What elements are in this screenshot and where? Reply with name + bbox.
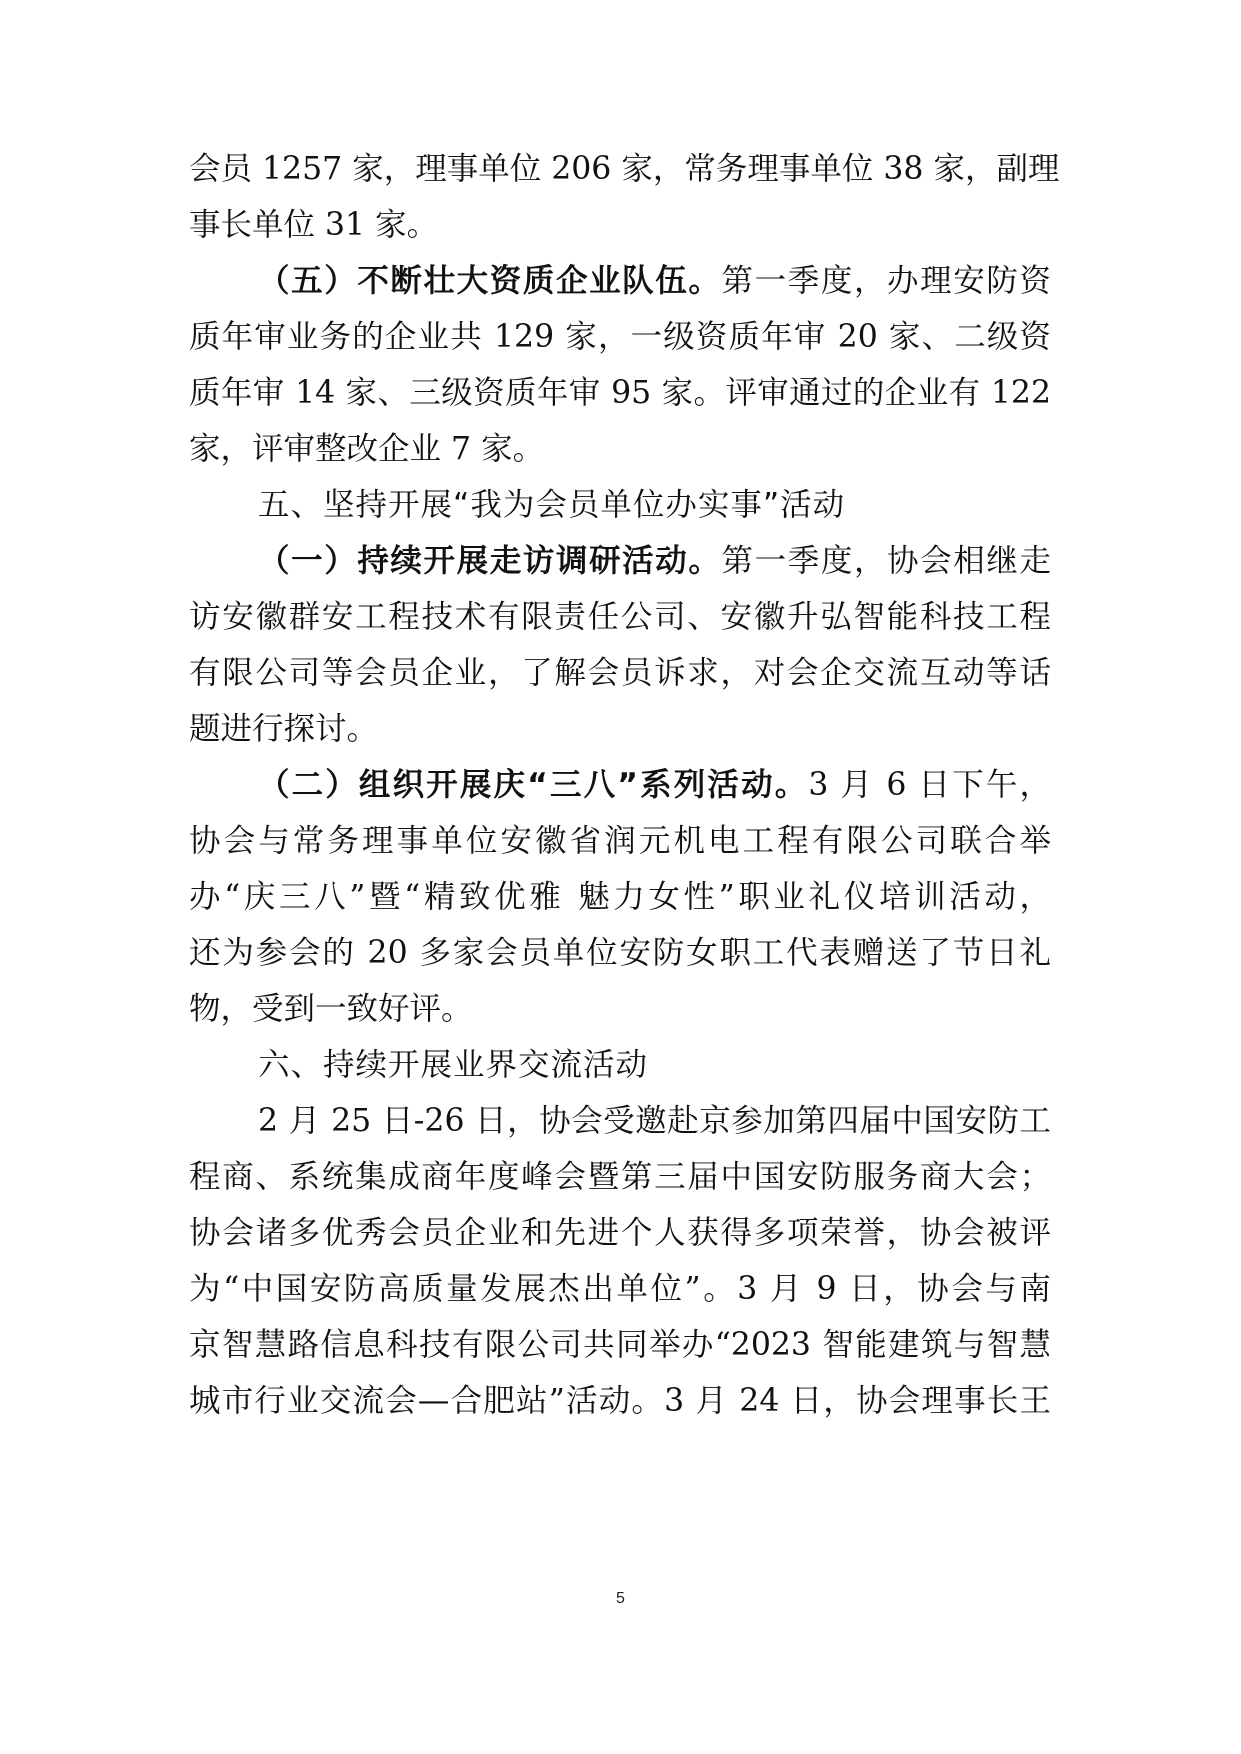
- section-heading: 六、持续开展业界交流活动: [258, 1047, 649, 1083]
- section-heading: 五、坚持开展“我为会员单位办实事”活动: [258, 487, 846, 523]
- paragraph-line: 2 月 25 日-26 日，协会受邀赴京参加第四届中国安防工: [258, 1103, 1051, 1139]
- paragraph-line: 城市行业交流会—合肥站”活动。3 月 24 日，协会理事长王: [189, 1383, 1051, 1419]
- paragraph-line: 京智慧路信息科技有限公司共同举办“2023 智能建筑与智慧: [189, 1327, 1051, 1363]
- paragraph-line: 访安徽群安工程技术有限责任公司、安徽升弘智能科技工程: [189, 599, 1051, 635]
- paragraph-line: （一）持续开展走访调研活动。第一季度，协会相继走: [258, 543, 1051, 579]
- paragraph-line: 为“中国安防高质量发展杰出单位”。3 月 9 日，协会与南: [189, 1271, 1051, 1307]
- page-number: 5: [616, 1590, 625, 1607]
- paragraph-line: 质年审 14 家、三级资质年审 95 家。评审通过的企业有 122: [189, 375, 1051, 411]
- paragraph-line: （二）组织开展庆“三八”系列活动。3 月 6 日下午，: [258, 767, 1051, 803]
- paragraph-line: 会员 1257 家，理事单位 206 家，常务理事单位 38 家，副理: [189, 151, 1060, 187]
- paragraph-line: 物，受到一致好评。: [189, 991, 473, 1027]
- paragraph-line: （五）不断壮大资质企业队伍。第一季度，办理安防资: [258, 263, 1051, 299]
- paragraph-line: 题进行探讨。: [189, 711, 379, 747]
- paragraph-line: 协会与常务理事单位安徽省润元机电工程有限公司联合举: [189, 823, 1051, 859]
- bold-lead: （五）不断壮大资质企业队伍。: [258, 263, 722, 299]
- bold-lead: （二）组织开展庆“三八”系列活动。: [258, 767, 809, 803]
- paragraph-line: 质年审业务的企业共 129 家，一级资质年审 20 家、二级资: [189, 319, 1051, 355]
- paragraph-line: 办“庆三八”暨“精致优雅 魅力女性”职业礼仪培训活动，: [189, 879, 1051, 915]
- paragraph-line: 家，评审整改企业 7 家。: [189, 431, 545, 467]
- paragraph-line: 协会诸多优秀会员企业和先进个人获得多项荣誉，协会被评: [189, 1215, 1051, 1251]
- paragraph-line: 程商、系统集成商年度峰会暨第三届中国安防服务商大会；: [189, 1159, 1051, 1195]
- paragraph-line: 还为参会的 20 多家会员单位安防女职工代表赠送了节日礼: [189, 935, 1051, 971]
- bold-lead: （一）持续开展走访调研活动。: [258, 543, 722, 579]
- paragraph-line: 有限公司等会员企业，了解会员诉求，对会企交流互动等话: [189, 655, 1051, 691]
- paragraph-line: 事长单位 31 家。: [189, 207, 439, 243]
